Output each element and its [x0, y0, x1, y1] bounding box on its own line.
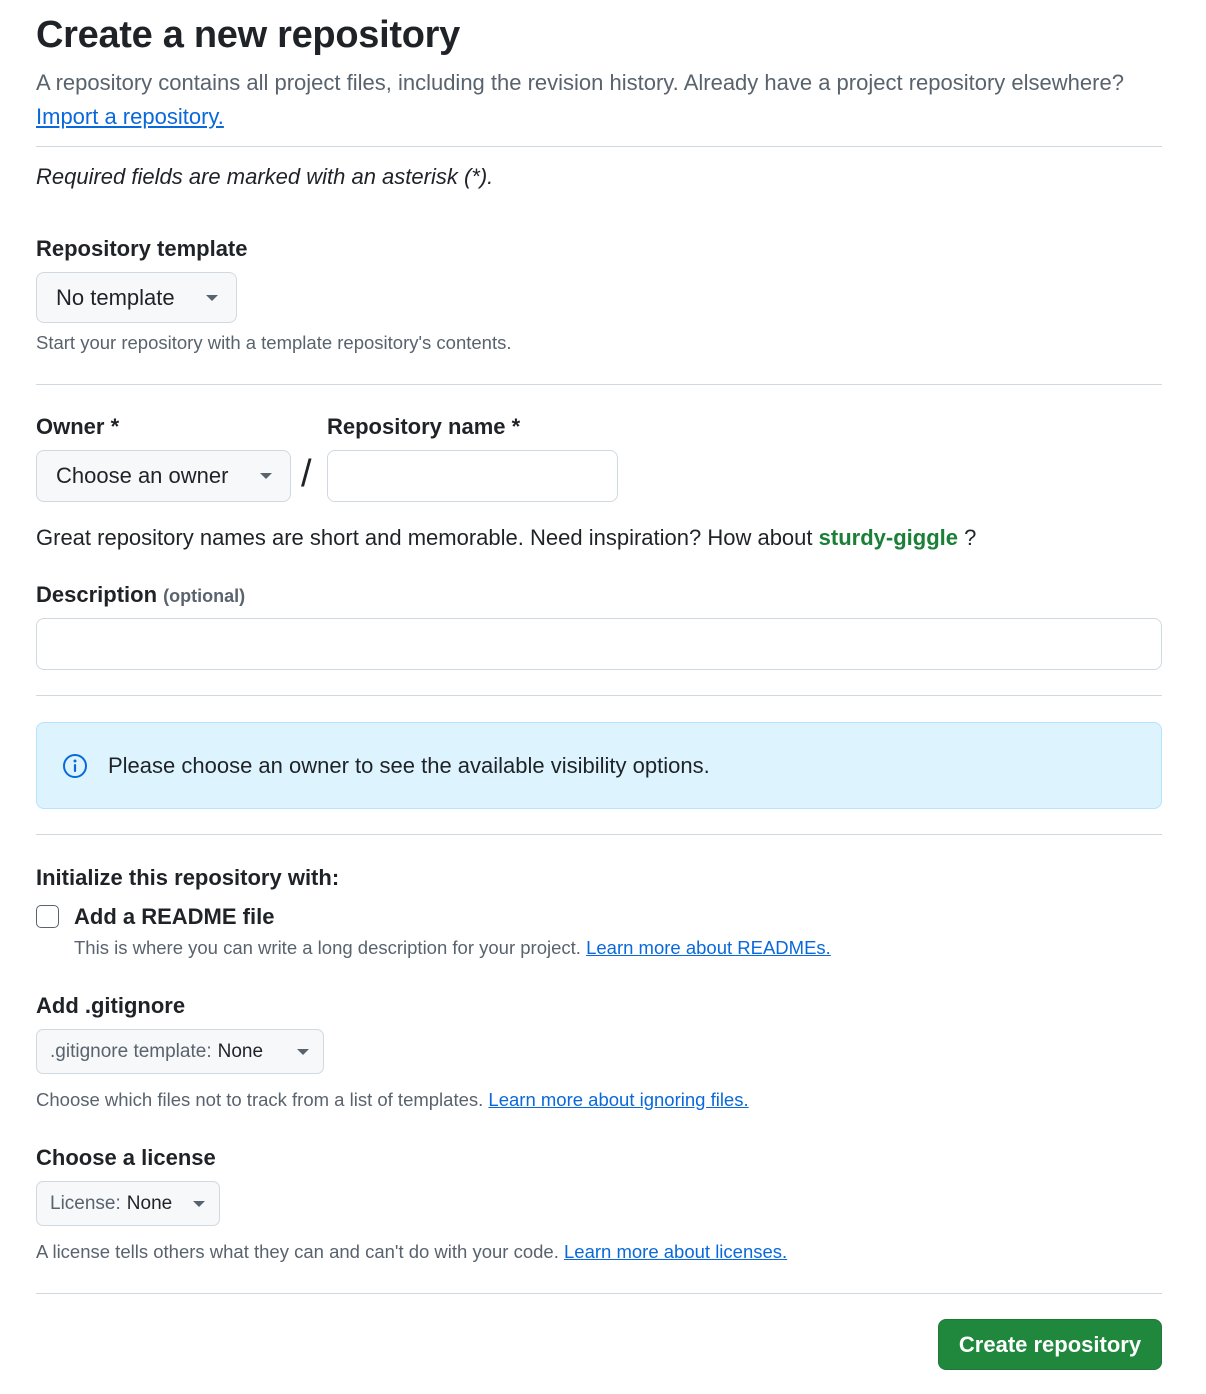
page-title: Create a new repository: [36, 14, 460, 56]
gitignore-help-text: Choose which files not to track from a list of templates.: [36, 1089, 484, 1110]
name-suggestion: [36, 525, 976, 551]
initialize-heading: Initialize this repository with:: [36, 865, 340, 890]
chevron-down-icon: [193, 1201, 205, 1207]
info-icon: [62, 753, 88, 779]
name-suggestion-suffix: ?: [964, 525, 977, 550]
visibility-notice: [36, 722, 1162, 809]
license-help-text: A license tells others what they can and can't do with your code.: [36, 1241, 559, 1262]
readme-help: [74, 937, 831, 959]
required-fields-note: Required fields are marked with an asterisk (*).: [36, 164, 494, 189]
chevron-down-icon: [260, 473, 272, 479]
description-label-text: Description: [36, 582, 158, 607]
create-repository-button[interactable]: Create repository: [938, 1319, 1162, 1370]
visibility-divider: [36, 834, 1162, 835]
readme-help-text: This is where you can write a long description for your project.: [74, 937, 581, 958]
description-input[interactable]: [36, 618, 1162, 670]
gitignore-select[interactable]: [36, 1029, 324, 1074]
license-select-prefix: License:: [50, 1192, 121, 1214]
readme-learn-more-link[interactable]: Learn more about READMEs.: [586, 937, 831, 958]
chevron-down-icon: [297, 1049, 309, 1055]
optional-tag: (optional): [163, 586, 246, 606]
chevron-down-icon: [206, 295, 218, 301]
description-label: [36, 582, 245, 608]
header-divider: [36, 146, 1162, 147]
footer-divider: [36, 1293, 1162, 1294]
gitignore-select-prefix: .gitignore template:: [50, 1040, 212, 1062]
license-learn-more-link[interactable]: Learn more about licenses.: [564, 1241, 788, 1262]
gitignore-label: Add .gitignore: [36, 993, 186, 1018]
suggested-name-link[interactable]: sturdy-giggle: [818, 525, 958, 550]
owner-select-value: Choose an owner: [56, 463, 229, 488]
license-select[interactable]: [36, 1181, 220, 1226]
readme-checkbox[interactable]: [36, 905, 59, 928]
intro-description: A repository contains all project files, including the revision history. Already have a project repository elsewhere?: [36, 70, 1124, 95]
license-select-value: None: [126, 1192, 173, 1214]
repo-name-input[interactable]: [327, 450, 618, 502]
owner-label: Owner *: [36, 414, 120, 439]
repo-name-label: Repository name *: [327, 414, 521, 439]
template-select[interactable]: [36, 272, 237, 323]
gitignore-learn-more-link[interactable]: Learn more about ignoring files.: [488, 1089, 749, 1110]
owner-select[interactable]: [36, 450, 291, 502]
readme-label[interactable]: Add a README file: [74, 904, 275, 929]
license-label: Choose a license: [36, 1145, 216, 1170]
template-help-text: Start your repository with a template repository's contents.: [36, 332, 512, 353]
intro-text: [36, 66, 1162, 134]
description-divider: [36, 695, 1162, 696]
template-label: Repository template: [36, 236, 248, 261]
template-select-value: No template: [56, 284, 175, 310]
license-help: [36, 1241, 787, 1263]
gitignore-select-value: None: [217, 1040, 264, 1062]
gitignore-help: [36, 1089, 749, 1111]
template-divider: [36, 384, 1162, 385]
owner-name-separator: /: [301, 453, 312, 495]
import-repository-link[interactable]: Import a repository.: [36, 104, 224, 129]
visibility-notice-text: Please choose an owner to see the available visibility options.: [108, 752, 710, 778]
name-suggestion-text: Great repository names are short and memorable. Need inspiration? How about: [36, 525, 813, 550]
